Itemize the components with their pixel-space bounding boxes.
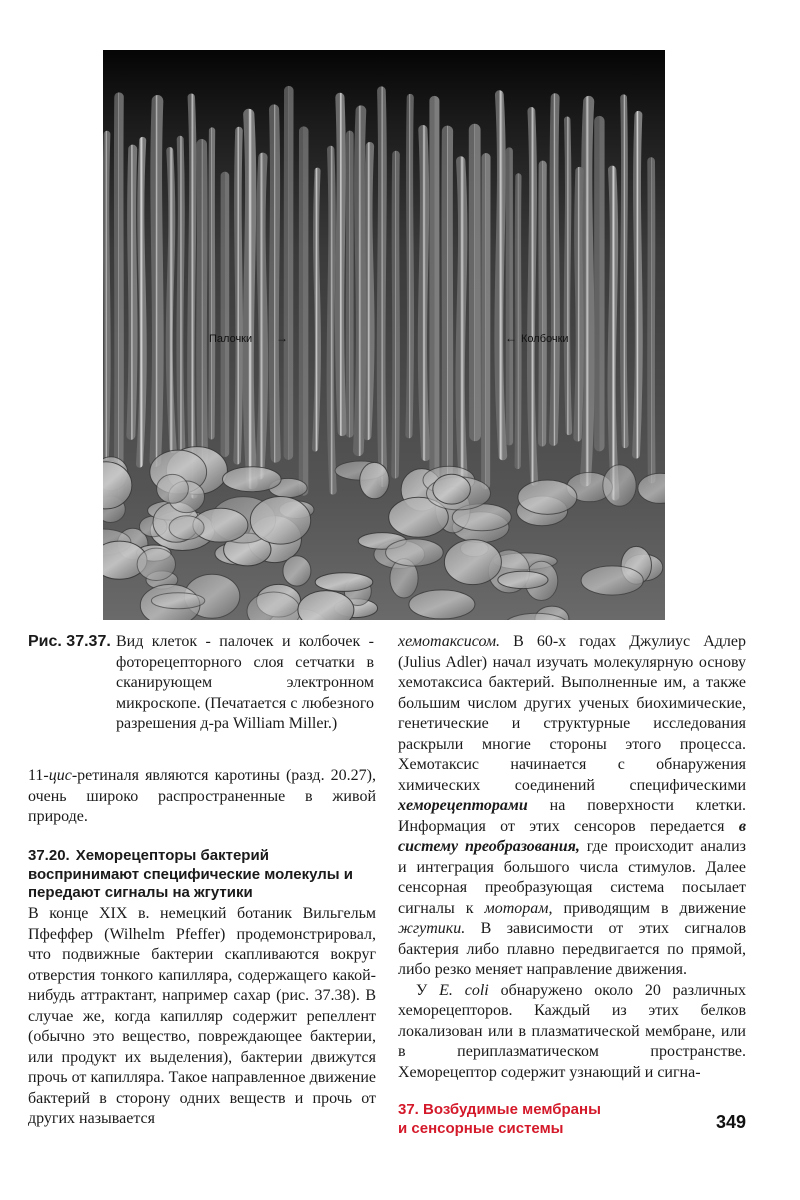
pfeffer-paragraph: В конце XIX в. немецкий ботаник Вильгельм Пфеффер (Wilhelm Pfeffer) продемонстрировал, что подвижные бактерии скапливаются вокруг отверстия тонкого капилляра, содержащего какой-нибудь аттрактант, например сахар (рис. 37.38). В случае же, когда капилляр содержит репеллент (обычно это вещество, повреждающее бактерии, или продукт их выделения), бактерии движутся прочь от капилляра. Такое направленное движение бактерий в сторону одних веществ и прочь от других называется — [28, 905, 376, 1127]
term-chemotaxis: хемотаксисом. — [398, 633, 501, 650]
right-column-body — [398, 632, 746, 1083]
cell-body — [581, 566, 643, 595]
photoreceptor-column — [567, 120, 569, 432]
photoreceptor-column — [422, 130, 425, 457]
cell-body — [386, 539, 444, 566]
cell-body — [603, 465, 636, 507]
cell-body — [157, 474, 189, 503]
photoreceptor-column — [260, 157, 264, 475]
chemotaxis-text-d: приводящим в движение — [552, 899, 746, 917]
rods-arrow-icon: → — [276, 331, 288, 345]
cell-body — [409, 590, 475, 619]
cell-body — [498, 571, 548, 588]
photoreceptor-column — [381, 91, 383, 483]
photoreceptor-column — [202, 144, 203, 458]
section-heading — [28, 847, 376, 903]
rods-label: Палочки — [209, 333, 253, 345]
photoreceptor-column — [155, 101, 158, 461]
term-motors: моторам, — [484, 899, 553, 917]
cell-body — [444, 540, 501, 585]
photoreceptor-column — [237, 131, 239, 461]
photoreceptor-column — [531, 111, 534, 482]
photoreceptor-column — [248, 114, 252, 483]
photoreceptor-column — [542, 165, 543, 443]
photoreceptor-column — [367, 146, 370, 436]
section-number: 37.20. — [28, 847, 70, 864]
chemotaxis-text-a: В 60-х годах Джулиус Адлер (Julius Adler) начал изучать молекулярную основу хемотаксиса бактерий. Выполненные им, а также большим числом других ученых биохимические, генетические и структурные исследования раскрыли многие стороны этого процесса. Хемотаксис начинается с обнаружения химических соединений специфическими — [398, 633, 746, 794]
term-transduction-system: в систему преобразования, — [398, 817, 746, 855]
photoreceptor-column — [499, 95, 503, 456]
photoreceptor-column — [118, 97, 119, 491]
cones-arrow-icon: ← — [505, 331, 517, 345]
ecoli-text-b: обнаружено около 20 различных хеморецепторов. Каждый из этих белков локализован или в плазматической мембране, или в периплазматическом пространстве. Хеморецептор содержит узнающий и сигна- — [398, 981, 747, 1081]
photoreceptor-column — [395, 155, 396, 475]
cell-body — [169, 516, 204, 540]
left-column-top-paragraph — [28, 766, 376, 828]
retinal-prefix: 11- — [28, 767, 49, 784]
photoreceptor-column — [169, 150, 173, 449]
cell-body — [360, 462, 389, 498]
photoreceptor-column — [274, 109, 276, 457]
cis-italic: цис — [48, 767, 72, 784]
cell-body — [250, 497, 310, 545]
photoreceptor-column — [612, 170, 616, 497]
section-title: Хеморецепторы бактерий воспринимают специфические молекулы и передают сигналы на жгутики — [28, 847, 353, 901]
micrograph-drawing — [103, 50, 665, 620]
photoreceptor-column — [636, 115, 639, 455]
photoreceptor-column — [140, 140, 144, 464]
photoreceptor-column — [409, 97, 411, 434]
photoreceptor-column — [131, 149, 133, 435]
chemotaxis-text-b: на поверхности клетки. Информация от этих сенсоров передается — [398, 797, 746, 835]
photoreceptor-column — [623, 98, 625, 445]
term-chemoreceptors: хеморецепторами — [398, 797, 528, 814]
ecoli-text-a: У — [416, 981, 440, 999]
cell-body — [151, 593, 204, 609]
photoreceptor-column — [460, 161, 464, 494]
cell-body — [223, 467, 282, 492]
photoreceptor-column — [651, 161, 652, 479]
photoreceptor-column — [315, 171, 318, 449]
sem-micrograph-photo — [103, 50, 665, 620]
running-footer-chapter — [398, 1100, 601, 1138]
figure-number: Рис. 37.37. — [28, 633, 111, 650]
page-number: 349 — [716, 1112, 747, 1132]
left-column-body — [28, 904, 376, 1130]
cell-body — [283, 556, 311, 586]
ecoli-paragraph — [398, 981, 746, 1084]
photoreceptor-column — [358, 111, 361, 451]
cell-body — [137, 548, 175, 580]
figure-caption: Вид клеток - палочек и колбочек - фоторецепторного слоя сетчатки в сканирующем электронном микроскопе. (Печатается с любезного разрешения д-ра William Miller.) — [116, 633, 374, 732]
photoreceptor-column — [518, 176, 519, 466]
term-flagella: жгутики. — [398, 920, 466, 937]
chemotaxis-paragraph — [398, 632, 746, 981]
term-ecoli: E. coli — [439, 981, 489, 999]
photoreceptor-column — [330, 149, 333, 490]
photoreceptor-column — [191, 97, 194, 495]
cell-body — [315, 573, 373, 592]
chemotaxis-text-e: В зависимости от этих сигналов бактерия либо плавно передвигается по прямой, либо резко меняет направление движения. — [398, 920, 746, 978]
photoreceptor-column — [553, 98, 555, 442]
cell-body — [433, 474, 471, 504]
photoreceptor-column — [211, 131, 212, 437]
photoreceptor-column — [447, 131, 448, 497]
retinal-text: -ретиналя являются каротины (разд. 20.27), очень широко распространенные в живой природе. — [28, 767, 376, 825]
chapter-line-2: и сенсорные системы — [398, 1120, 564, 1137]
photoreceptor-column — [105, 134, 107, 469]
photoreceptor-column — [578, 171, 580, 437]
cell-body — [518, 480, 577, 514]
chapter-line-1: 37. Возбудимые мембраны — [398, 1101, 601, 1118]
cones-label: Колбочки — [521, 333, 569, 345]
photoreceptor-column — [340, 97, 343, 431]
photoreceptor-column — [585, 101, 589, 481]
chemotaxis-text-c: где происходит анализ и интеграция большого числа стимулов. Далее сенсорная преобразующая система посылает сигналы к — [398, 838, 747, 917]
photoreceptor-column — [180, 139, 182, 453]
